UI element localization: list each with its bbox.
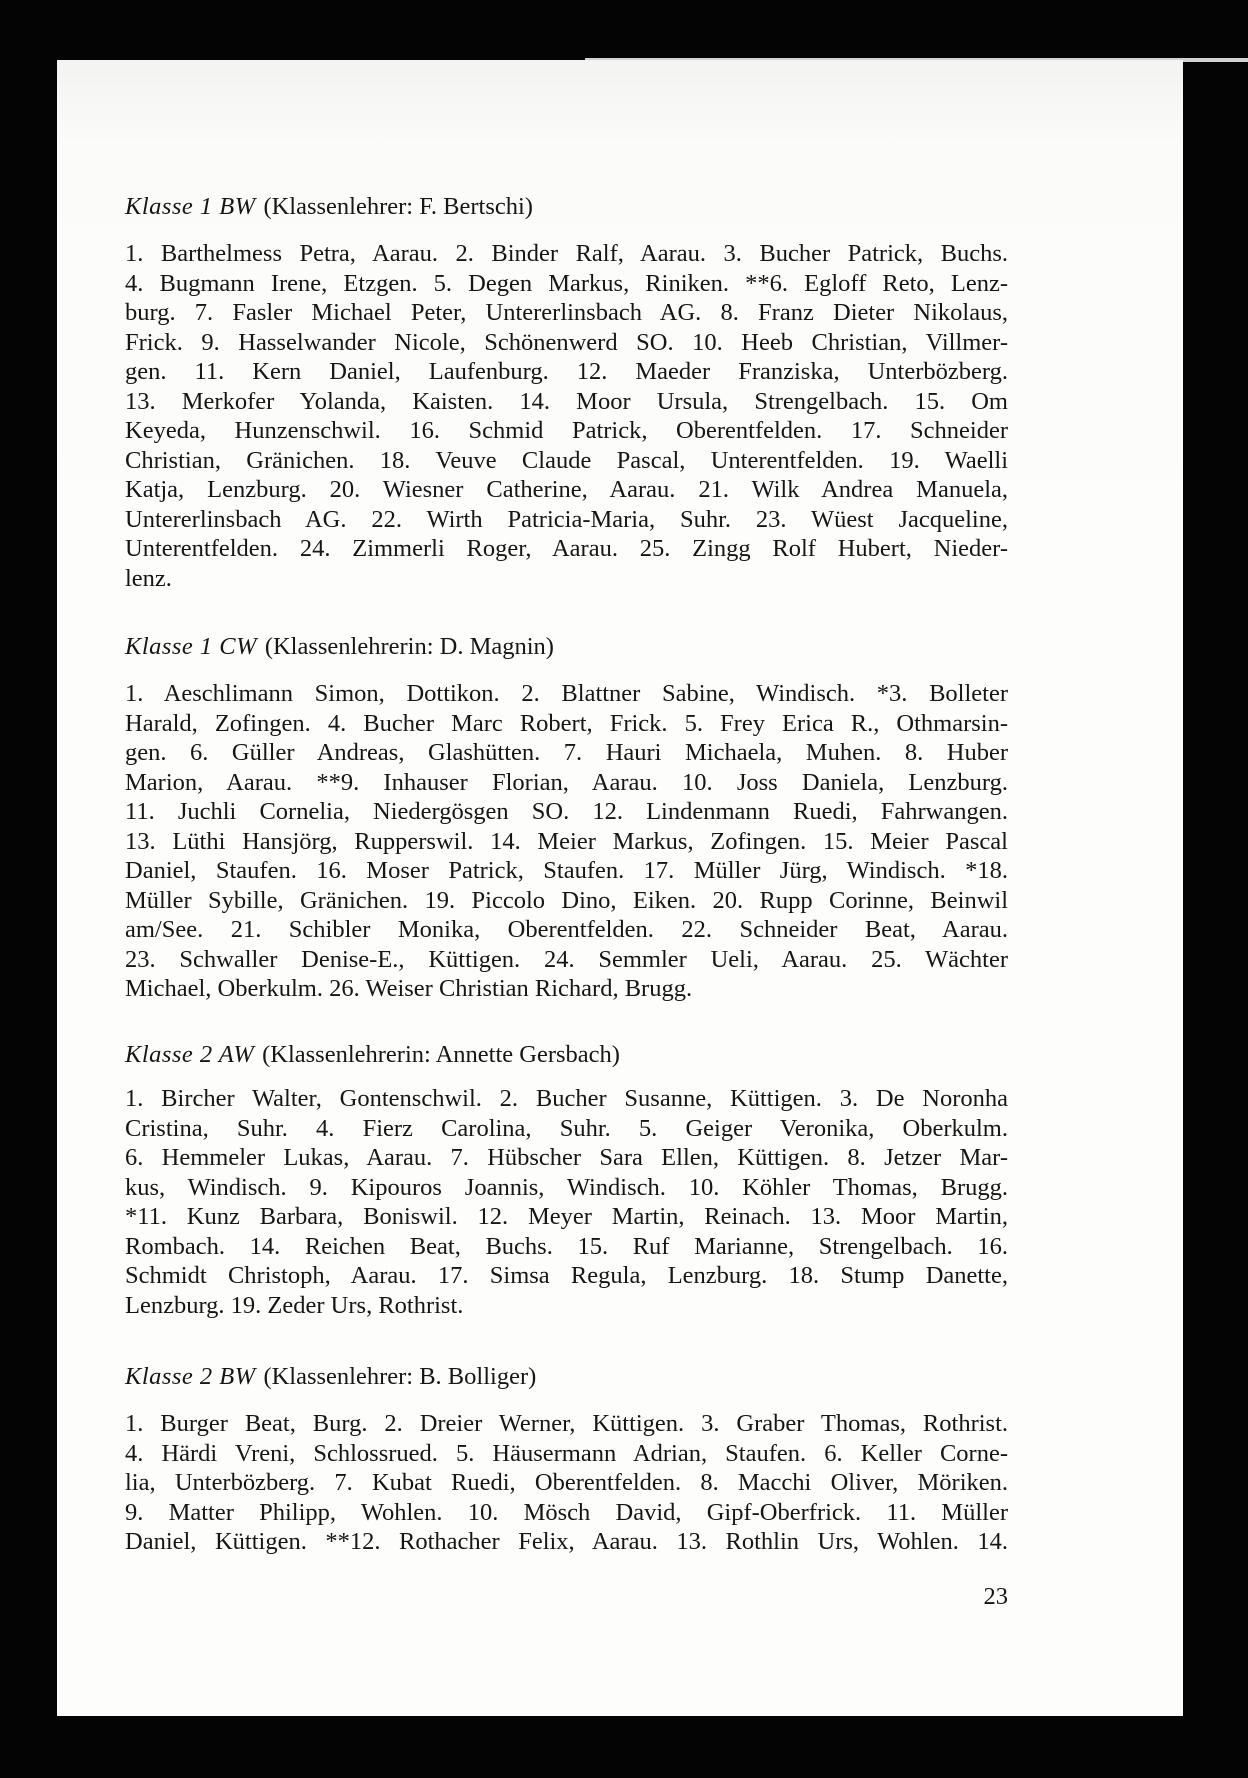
text-line: 23. Schwaller Denise-E., Küttigen. 24. Semmler Ueli, Aarau. 25. Wächter [125, 945, 1008, 973]
section-heading-klasse-2aw [125, 1040, 1008, 1070]
text-line: Schmidt Christoph, Aarau. 17. Simsa Regula, Lenzburg. 18. Stump Danette, [125, 1262, 1008, 1289]
text-line: Cristina, Suhr. 4. Fierz Carolina, Suhr. 5. Geiger Veronika, Oberkulm. [125, 1114, 1008, 1142]
scanned-page [57, 60, 1183, 1716]
class-roster-paragraph-1bw [125, 239, 1008, 593]
text-line: Daniel, Staufen. 16. Moser Patrick, Staufen. 17. Müller Jürg, Windisch. *18. [125, 857, 1008, 884]
text-line: 1. Aeschlimann Simon, Dottikon. 2. Blattner Sabine, Windisch. *3. Bolleter [125, 680, 1008, 707]
text-line: *11. Kunz Barbara, Boniswil. 12. Meyer Martin, Reinach. 13. Moor Martin, [125, 1203, 1008, 1230]
text-line: Müller Sybille, Gränichen. 19. Piccolo Dino, Eiken. 20. Rupp Corinne, Beinwil [125, 886, 1008, 914]
text-line: gen. 6. Güller Andreas, Glashütten. 7. Hauri Michaela, Muhen. 8. Huber [125, 739, 1008, 766]
text-line: Harald, Zofingen. 4. Bucher Marc Robert, Frick. 5. Frey Erica R., Othmarsin- [125, 709, 1008, 737]
class-name: Klasse 1 BW [125, 193, 256, 220]
text-line: Daniel, Küttigen. **12. Rothacher Felix, Aarau. 13. Rothlin Urs, Wohlen. 14. [125, 1528, 1008, 1555]
text-line: Lenzburg. 19. Zeder Urs, Rothrist. [125, 1291, 464, 1319]
text-line: 1. Barthelmess Petra, Aarau. 2. Binder Ralf, Aarau. 3. Bucher Patrick, Buchs. [125, 240, 1008, 267]
text-line: 1. Burger Beat, Burg. 2. Dreier Werner, Küttigen. 3. Graber Thomas, Rothrist. [125, 1410, 1008, 1437]
class-name: Klasse 2 AW [125, 1041, 255, 1068]
class-name: Klasse 1 CW [125, 633, 257, 660]
text-line: 4. Härdi Vreni, Schlossrued. 5. Häusermann Adrian, Staufen. 6. Keller Corne- [125, 1439, 1008, 1467]
text-line: 1. Bircher Walter, Gontenschwil. 2. Bucher Susanne, Küttigen. 3. De Noronha [125, 1085, 1008, 1112]
text-line: 4. Bugmann Irene, Etzgen. 5. Degen Markus, Riniken. **6. Egloff Reto, Lenz- [125, 269, 1008, 297]
text-line: 13. Merkofer Yolanda, Kaisten. 14. Moor Ursula, Strengelbach. 15. Om [125, 387, 1008, 415]
text-line: 11. Juchli Cornelia, Niedergösgen SO. 12. Lindenmann Ruedi, Fahrwangen. [125, 798, 1008, 825]
text-line: Frick. 9. Hasselwander Nicole, Schönenwerd SO. 10. Heeb Christian, Villmer- [125, 328, 1008, 356]
teacher-name: (Klassenlehrerin: Annette Gersbach) [262, 1041, 620, 1068]
text-line: 6. Hemmeler Lukas, Aarau. 7. Hübscher Sara Ellen, Küttigen. 8. Jetzer Mar- [125, 1144, 1008, 1171]
class-name: Klasse 2 BW [125, 1363, 256, 1390]
text-line: Katja, Lenzburg. 20. Wiesner Catherine, Aarau. 21. Wilk Andrea Manuela, [125, 476, 1008, 503]
text-line: lia, Unterbözberg. 7. Kubat Ruedi, Oberentfelden. 8. Macchi Oliver, Möriken. [125, 1469, 1008, 1496]
class-roster-paragraph-1cw [125, 679, 1008, 1004]
text-line: 13. Lüthi Hansjörg, Rupperswil. 14. Meier Markus, Zofingen. 15. Meier Pascal [125, 827, 1008, 855]
text-line: Unterentfelden. 24. Zimmerli Roger, Aarau. 25. Zingg Rolf Hubert, Nieder- [125, 535, 1008, 562]
text-line: Keyeda, Hunzenschwil. 16. Schmid Patrick, Oberentfelden. 17. Schneider [125, 417, 1008, 444]
text-line: Christian, Gränichen. 18. Veuve Claude Pascal, Unterentfelden. 19. Waelli [125, 446, 1008, 474]
text-line: Michael, Oberkulm. 26. Weiser Christian Richard, Brugg. [125, 975, 693, 1002]
class-roster-paragraph-2aw [125, 1084, 1008, 1320]
section-heading-klasse-1bw [125, 192, 1008, 222]
text-line: kus, Windisch. 9. Kipouros Joannis, Windisch. 10. Köhler Thomas, Brugg. [125, 1173, 1008, 1201]
text-line: gen. 11. Kern Daniel, Laufenburg. 12. Maeder Franziska, Unterbözberg. [125, 358, 1008, 385]
page-number: 23 [983, 1583, 1008, 1610]
section-heading-klasse-1cw [125, 632, 1008, 662]
class-roster-paragraph-2bw [125, 1409, 1008, 1557]
teacher-name: (Klassenlehrerin: D. Magnin) [264, 633, 554, 660]
text-line: am/See. 21. Schibler Monika, Oberentfelden. 22. Schneider Beat, Aarau. [125, 916, 1008, 943]
text-line: Untererlinsbach AG. 22. Wirth Patricia-Maria, Suhr. 23. Wüest Jacqueline, [125, 505, 1008, 533]
teacher-name: (Klassenlehrer: B. Bolliger) [263, 1363, 537, 1390]
text-line: Rombach. 14. Reichen Beat, Buchs. 15. Ruf Marianne, Strengelbach. 16. [125, 1232, 1008, 1260]
text-line: 9. Matter Philipp, Wohlen. 10. Mösch David, Gipf-Oberfrick. 11. Müller [125, 1498, 1008, 1526]
text-line: lenz. [125, 564, 172, 592]
text-line: burg. 7. Fasler Michael Peter, Untererlinsbach AG. 8. Franz Dieter Nikolaus, [125, 299, 1008, 326]
section-heading-klasse-2bw [125, 1362, 1008, 1392]
teacher-name: (Klassenlehrer: F. Bertschi) [263, 193, 533, 220]
text-line: Marion, Aarau. **9. Inhauser Florian, Aarau. 10. Joss Daniela, Lenzburg. [125, 768, 1008, 796]
